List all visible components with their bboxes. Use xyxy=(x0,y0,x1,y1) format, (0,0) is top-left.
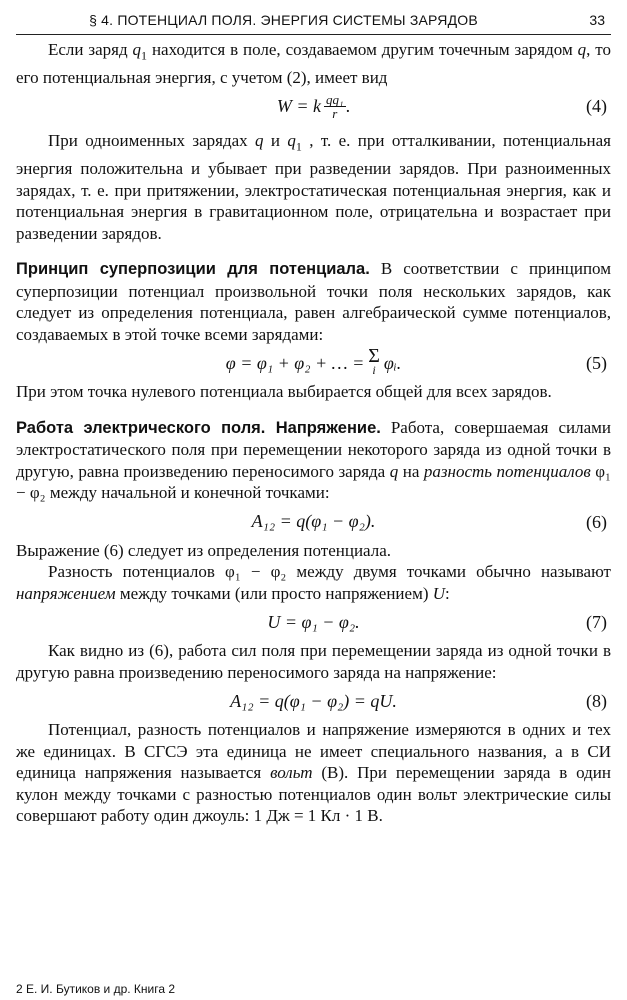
equation-number-4: (4) xyxy=(586,96,607,117)
paragraph-field-work: Работа электрического поля. Напряжение. Работа, совершаемая силами электростатического поля при перемещении некоторого заряда из одной точки в другую, равна произведению переносимого заряда q на разность потенциалов φ₁ − φ₂ между начальной и конечной точками: xyxy=(16,417,611,503)
formula-6: A₁₂ = q(φ₁ − φ₂). (6) xyxy=(251,511,607,532)
page-number: 33 xyxy=(589,12,605,28)
paragraph-superposition: Принцип суперпозиции для потенциала. В соответствии с принципом суперпозиции потенциал произвольной точки поля нескольких зарядов, как следует из определения потенциала, равен алгебраической сумме потенциалов, создаваемых в этой точке всеми зарядами: xyxy=(16,259,611,344)
equation-number-6: (6) xyxy=(586,511,607,532)
formula-5: φ = φ₁ + φ₂ + … = Σ i φᵢ. (5) xyxy=(225,345,607,378)
formula-8: A₁₂ = q(φ₁ − φ₂) = qU. (8) xyxy=(230,690,607,712)
paragraph-expression-6: Выражение (6) следует из определения потенциала. xyxy=(16,540,392,560)
paragraph-work-voltage: Как видно из (6), работа сил поля при перемещении заряда из одной точки в другую равна произведению переносимого заряда на напряжение: xyxy=(16,641,611,682)
formula-7: U = φ₁ − φ₂. (7) xyxy=(267,611,607,633)
sum-symbol: Σ i xyxy=(368,345,380,378)
page-body xyxy=(16,39,611,827)
paragraph-charge-energy: Если заряд $q_1$ находится в поле, создаваемом другим точечным зарядом q, то его потенциальная энергия, с учетом (2), имеет вид xyxy=(16,40,611,87)
formula-4: W = k $\frac{\text{qq₁}}{r}$ . (4) xyxy=(276,91,607,121)
paragraph-like-charges: При одноименных зарядах q и $q_1$ , т. е. при отталкивании, потенциальная энергия положительна и убывает при разведении зарядов. При разноименных зарядах, т. е. при притяжении, электростатическая потенциальная энергия, как и потенциальная энергия в гравитационном поле, отрицательна и возрастает при разведении зарядов. xyxy=(16,131,611,243)
paragraph-zero-potential: При этом точка нулевого потенциала выбирается общей для всех зарядов. xyxy=(16,382,552,402)
paragraph-units: Потенциал, разность потенциалов и напряжение измеряются в одних и тех же единицах. В СГСЭ эта единица не имеет специального названия, а в СИ единица напряжения называется вольт (В). При перемещении заряда в один кулон между точками с разностью потенциалов один вольт электрические силы совершают работу один джоуль: 1 Дж = 1 Кл · 1 В. xyxy=(16,720,611,826)
running-header xyxy=(16,6,611,35)
equation-number-7: (7) xyxy=(586,612,607,633)
equation-number-5: (5) xyxy=(586,353,607,374)
section-heading-superposition: Принцип суперпозиции для потенциала. xyxy=(16,260,370,279)
page-footer: 2 Е. И. Бутиков и др. Книга 2 xyxy=(16,982,176,996)
paragraph-voltage-definition: Разность потенциалов φ₁ − φ₂ между двумя точками обычно называют напряжением между точками (или просто напряжением) U: xyxy=(16,562,611,603)
section-heading-work-voltage: Работа электрического поля. Напряжение. xyxy=(16,418,381,437)
header-title: § 4. ПОТЕНЦИАЛ ПОЛЯ. ЭНЕРГИЯ СИСТЕМЫ ЗАРЯДОВ xyxy=(89,12,478,28)
equation-number-8: (8) xyxy=(586,691,607,712)
fraction: $\frac{\text{qq₁}}{r}$ xyxy=(326,91,344,121)
